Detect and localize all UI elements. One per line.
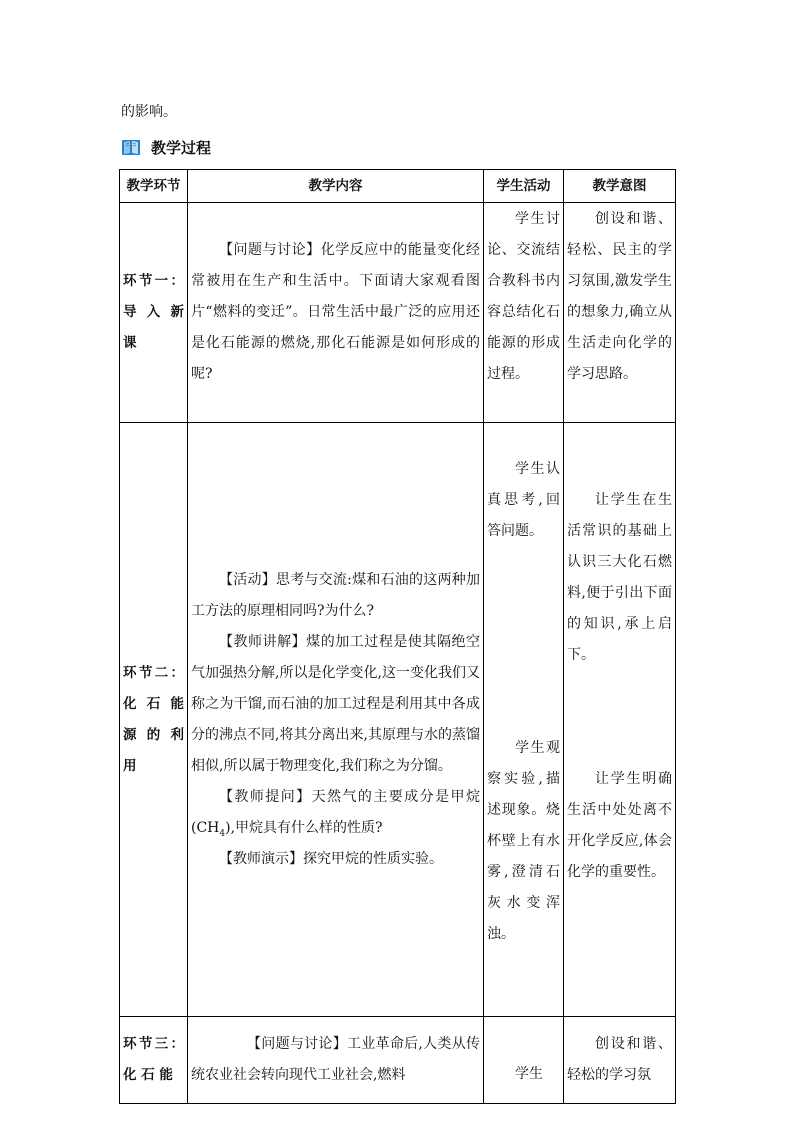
lead-text: 的影响。 xyxy=(121,104,177,120)
intent-cell xyxy=(564,423,676,1017)
header-stage: 教学环节 xyxy=(120,170,188,203)
section-heading xyxy=(121,136,211,158)
book-icon xyxy=(121,137,141,157)
header-intent: 教学意图 xyxy=(564,170,676,203)
lesson-table xyxy=(119,169,676,1104)
header-content: 教学内容 xyxy=(188,170,484,203)
activity-cell xyxy=(484,203,564,423)
section-heading-text: 教学过程 xyxy=(151,138,212,157)
content-paragraph: 【教师讲解】煤的加工过程是使其隔绝空气加强热分解,所以是化学变化,这一变化我们又称之为干馏,而石油的加工过程是利用其中各成分的沸点不同,将其分离出来,其原理与水的蒸馏相似,所以属于物理变化,我们称之为分馏。 xyxy=(191,633,480,774)
header-activity: 学生活动 xyxy=(484,170,564,203)
activity-text: 学生讨论、交流结合教科书内容总结化石能源的形成过程。 xyxy=(487,211,560,382)
content-fragment: 【教师提问】天然气的主要成分是甲烷(CH xyxy=(191,788,480,836)
content-paragraph xyxy=(191,782,480,844)
stage-label: 环节三：化 石 能 xyxy=(123,1036,184,1083)
stage-cell xyxy=(120,203,188,423)
activity-text: 学生观察实验,描述现象。烧杯壁上有水雾,澄清石灰水变浑浊。 xyxy=(487,740,560,942)
content-cell xyxy=(188,423,484,1017)
activity-text: 学生认真思考,回答问题。 xyxy=(487,461,560,539)
table-row xyxy=(120,203,676,423)
stage-label: 环节二：化 石 能源 的 利用 xyxy=(123,664,184,774)
intent-text: 创设和谐、轻松、民主的学习氛围,激发学生的想象力,确立从生活走向化学的学习思路。 xyxy=(567,211,672,382)
subscript: 4 xyxy=(219,828,226,839)
table-header-row xyxy=(120,170,676,203)
stage-cell xyxy=(120,423,188,1017)
stage-cell xyxy=(120,1017,188,1104)
content-cell xyxy=(188,203,484,423)
table-row xyxy=(120,423,676,1017)
activity-cell xyxy=(484,1017,564,1104)
intent-text: 让学生在生活常识的基础上认识三大化石燃料,便于引出下面的知识,承上启下。 xyxy=(567,492,672,663)
intent-text: 让学生明确生活中处处离不开化学反应,体会化学的重要性。 xyxy=(567,771,672,880)
activity-cell xyxy=(484,423,564,1017)
intent-cell xyxy=(564,1017,676,1104)
content-paragraph: 【活动】思考与交流:煤和石油的这两种加工方法的原理相同吗?为什么? xyxy=(191,571,480,619)
intent-cell xyxy=(564,203,676,423)
content-cell xyxy=(188,1017,484,1104)
stage-label: 环节一：导 入 新课 xyxy=(123,273,184,351)
content-paragraph: 【教师演示】探究甲烷的性质实验。 xyxy=(219,850,443,867)
activity-text: 学生 xyxy=(515,1065,543,1082)
content-fragment: ),甲烷具有什么样的性质? xyxy=(225,819,383,836)
intent-text: 创设和谐、轻松的学习氛 xyxy=(567,1036,672,1083)
table-row xyxy=(120,1017,676,1104)
content-paragraph: 【问题与讨论】化学反应中的能量变化经常被用在生产和生活中。下面请大家观看图片“燃料的变迁”。日常生活中最广泛的应用还是化石能源的燃烧,那化石能源是如何形成的呢? xyxy=(191,242,480,382)
content-paragraph: 【问题与讨论】工业革命后,人类从传统农业社会转向现代工业社会,燃料 xyxy=(191,1036,480,1083)
